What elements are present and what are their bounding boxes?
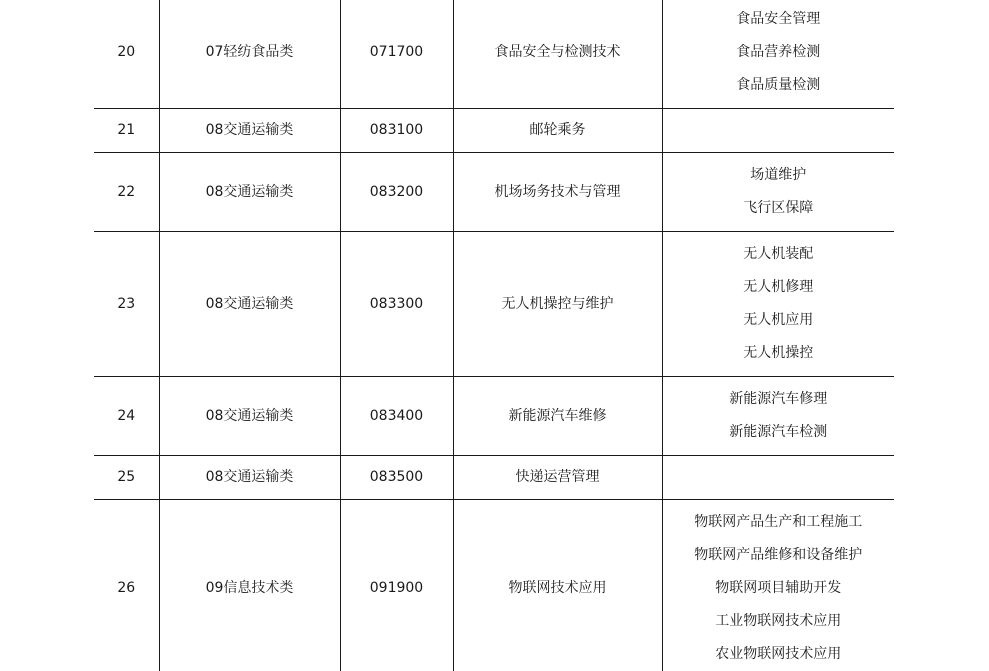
category-cell: 09信息技术类: [159, 500, 340, 671]
major-code-cell: 083100: [340, 109, 453, 153]
major-code-cell: 083400: [340, 377, 453, 456]
specialization-cell: [662, 109, 894, 153]
major-code-cell: 071700: [340, 0, 453, 109]
specialization-cell: [662, 153, 894, 232]
category-cell: 08交通运输类: [159, 109, 340, 153]
specialization-item: 工业物联网技术应用: [715, 613, 842, 629]
category-cell: 08交通运输类: [159, 456, 340, 500]
specialization-cell: [662, 0, 894, 109]
specialization-item: 无人机应用: [743, 312, 814, 328]
category-cell: 07轻纺食品类: [159, 0, 340, 109]
category-cell: 08交通运输类: [159, 153, 340, 232]
major-code-cell: 083300: [340, 232, 453, 377]
specialization-item: 无人机修理: [743, 279, 814, 295]
major-code-cell: 083500: [340, 456, 453, 500]
major-name-cell: 食品安全与检测技术: [453, 0, 662, 109]
specialization-cell: [662, 500, 894, 671]
table-row: [94, 109, 894, 153]
table-row: [94, 153, 894, 232]
category-cell: 08交通运输类: [159, 377, 340, 456]
category-cell: 08交通运输类: [159, 232, 340, 377]
major-name-cell: 快递运营管理: [453, 456, 662, 500]
specialization-cell: [662, 456, 894, 500]
specialization-item: 场道维护: [750, 167, 807, 183]
specialization-item: 食品质量检测: [736, 77, 821, 93]
majors-table-body: [94, 0, 894, 671]
specialization-item: 无人机操控: [743, 345, 814, 361]
specialization-cell: [662, 377, 894, 456]
table-row: [94, 456, 894, 500]
specialization-item: 物联网项目辅助开发: [715, 580, 842, 596]
specialization-item: 飞行区保障: [743, 200, 814, 216]
specialization-item: 物联网产品维修和设备维护: [694, 547, 863, 563]
row-number-cell: 22: [94, 153, 159, 232]
table-row: [94, 0, 894, 109]
major-code-cell: 083200: [340, 153, 453, 232]
row-number-cell: 26: [94, 500, 159, 671]
major-name-cell: 新能源汽车维修: [453, 377, 662, 456]
specialization-item: 食品安全管理: [736, 11, 821, 27]
row-number-cell: 24: [94, 377, 159, 456]
table-row: [94, 500, 894, 671]
table-row: [94, 377, 894, 456]
major-name-cell: 机场场务技术与管理: [453, 153, 662, 232]
specialization-item: 食品营养检测: [736, 44, 821, 60]
row-number-cell: 23: [94, 232, 159, 377]
row-number-cell: 21: [94, 109, 159, 153]
specialization-item: 新能源汽车修理: [729, 391, 828, 407]
specialization-item: 无人机装配: [743, 246, 814, 262]
table-row: [94, 232, 894, 377]
specialization-cell: [662, 232, 894, 377]
majors-table: [94, 0, 894, 671]
row-number-cell: 20: [94, 0, 159, 109]
specialization-item: 物联网产品生产和工程施工: [694, 514, 863, 530]
major-name-cell: 物联网技术应用: [453, 500, 662, 671]
major-name-cell: 邮轮乘务: [453, 109, 662, 153]
specialization-item: 农业物联网技术应用: [715, 646, 842, 662]
major-name-cell: 无人机操控与维护: [453, 232, 662, 377]
row-number-cell: 25: [94, 456, 159, 500]
specialization-item: 新能源汽车检测: [729, 424, 828, 440]
major-code-cell: 091900: [340, 500, 453, 671]
